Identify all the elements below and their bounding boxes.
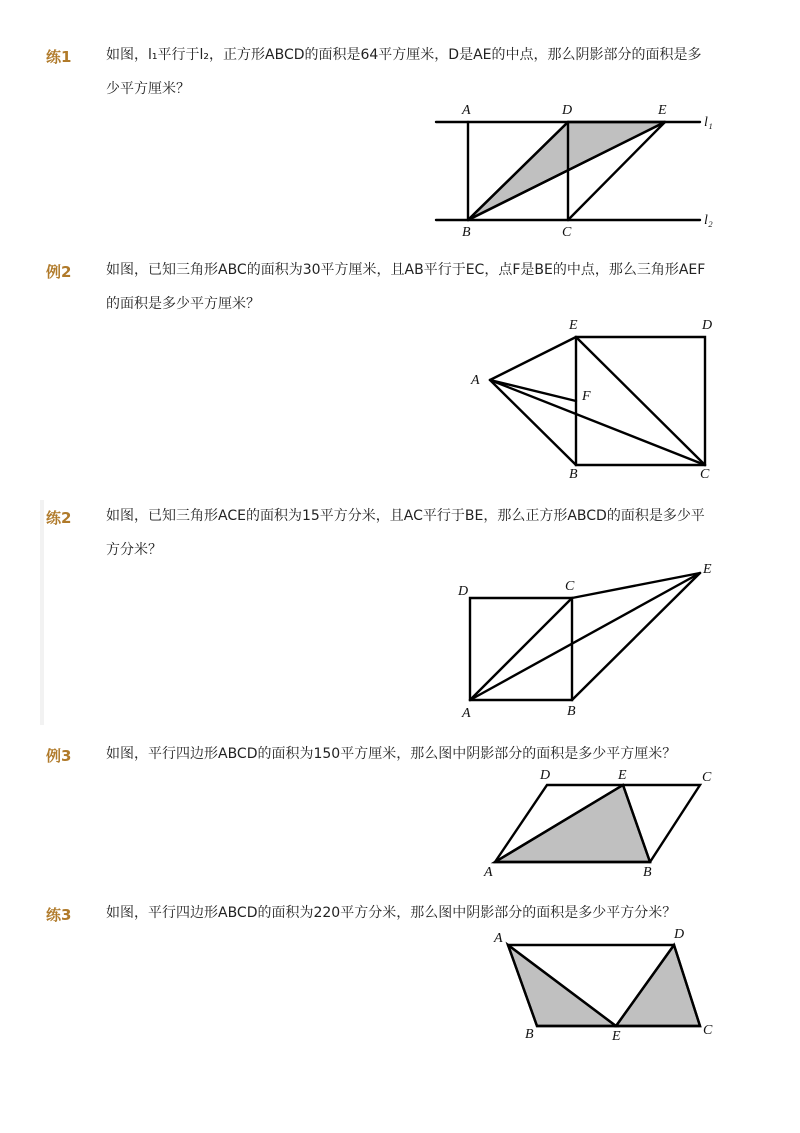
figure-4-point-b: B (643, 865, 652, 880)
figure-2 (470, 318, 712, 482)
figure-2-segment-ec (576, 337, 705, 465)
figure-3-segment-be (572, 573, 700, 700)
figure-1-point-e: E (658, 103, 667, 118)
figure-3-point-b: B (567, 704, 576, 719)
problem-label-1: 练1 (46, 48, 72, 66)
problem-label-2: 例2 (46, 263, 72, 281)
figure-2-point-d: D (702, 318, 713, 333)
figure-5-point-d: D (674, 927, 685, 942)
figure-4-point-a: A (484, 865, 493, 880)
problem-text-2-line2: 的面积是多少平方厘米？ (106, 296, 260, 312)
figure-2-point-a: A (471, 373, 480, 388)
problem-text-5-line1: 如图，平行四边形ABCD的面积为220平方分米，那么图中阴影部分的面积是多少平方分米？ (106, 905, 677, 921)
figure-3-point-e: E (703, 562, 712, 577)
figure-2-point-e: E (569, 318, 578, 333)
figure-1-point-a: A (462, 103, 471, 118)
figure-5-point-a: A (494, 931, 503, 946)
problem-text-3-line1: 如图，已知三角形ACE的面积为15平方分米，且AC平行于BE，那么正方形ABCD的面积是多少平 (106, 508, 705, 524)
figure-2-segment-ab (490, 380, 576, 465)
figure-4-point-c: C (702, 770, 712, 785)
problem-text-2-line1: 如图，已知三角形ABC的面积为30平方厘米，且AB平行于EC，点F是BE的中点，那么三角形AEF (106, 262, 706, 278)
figure-1-point-c: C (562, 225, 572, 240)
figure-1-label-l1: l₁ (704, 115, 713, 130)
figure-2-segment-ae (490, 337, 576, 380)
problem-text-3-line2: 方分米？ (106, 542, 162, 558)
figure-3-point-c: C (565, 579, 575, 594)
figure-1 (436, 103, 713, 240)
figure-2-point-b: B (569, 467, 578, 482)
figure-3-segment-ae (470, 573, 700, 700)
problem-label-5: 练3 (46, 906, 72, 924)
figure-5-point-c: C (703, 1023, 713, 1038)
problem-label-3: 练2 (46, 509, 72, 527)
figure-5-point-e: E (612, 1029, 621, 1044)
figure-2-point-c: C (700, 467, 710, 482)
figure-2-point-f: F (582, 389, 591, 404)
figure-1-point-b: B (462, 225, 471, 240)
problem-text-1-line2: 少平方厘米？ (106, 81, 190, 97)
figure-4 (483, 768, 712, 880)
figure-3-segment-ce (572, 573, 700, 598)
figure-1-label-l2: l₂ (704, 213, 713, 228)
figure-2-segment-ac (490, 380, 705, 465)
figure-3 (457, 562, 712, 721)
figure-3-segment-ac (470, 598, 572, 700)
figure-5 (493, 927, 713, 1044)
figure-4-point-e: E (618, 768, 627, 783)
figure-3-point-d: D (458, 584, 469, 599)
problem-text-1-line1: 如图，l₁平行于l₂，正方形ABCD的面积是64平方厘米，D是AE的中点，那么阴影部分的面积是多 (106, 47, 702, 63)
problem-text-4-line1: 如图，平行四边形ABCD的面积为150平方厘米，那么图中阴影部分的面积是多少平方厘米？ (106, 746, 677, 762)
figure-3-point-a: A (462, 706, 471, 721)
figure-4-point-d: D (540, 768, 551, 783)
problem-label-4: 例3 (46, 747, 72, 765)
figure-1-point-d: D (562, 103, 573, 118)
figure-5-point-b: B (525, 1027, 534, 1042)
